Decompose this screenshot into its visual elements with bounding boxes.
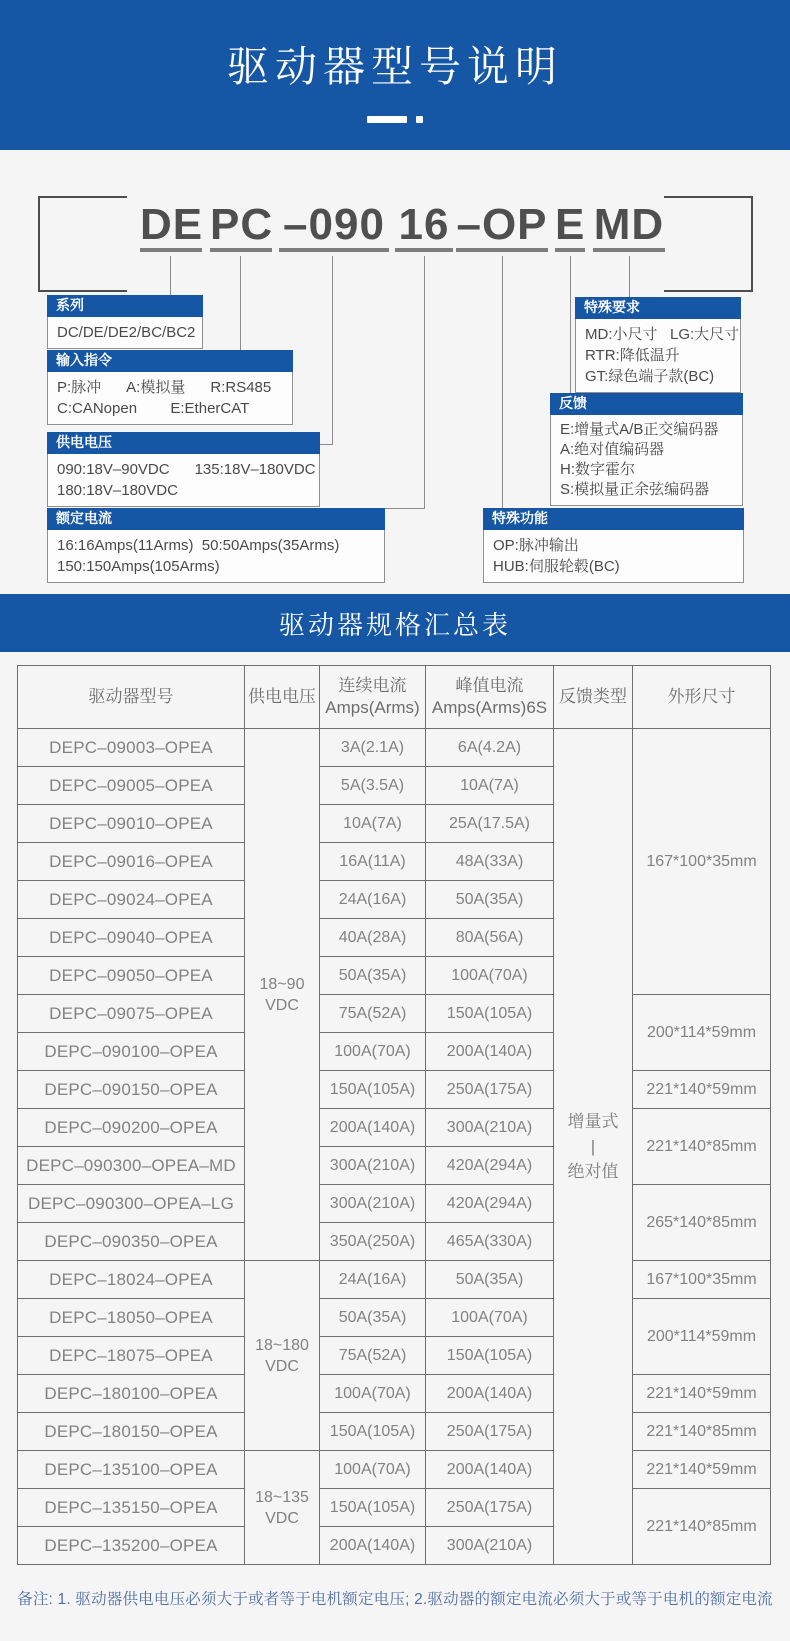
cell-peak-current: 200A(140A): [426, 1033, 554, 1071]
cell-continuous-current: 100A(70A): [320, 1033, 426, 1071]
title-underline-deco: [367, 116, 423, 123]
text-line: HUB:伺服轮毂(BC): [493, 558, 620, 575]
model-segment-function: –OP: [456, 200, 548, 252]
cell-continuous-current: 150A(105A): [320, 1071, 426, 1109]
table-row: [18, 1375, 771, 1413]
text-line: A:绝对值编码器: [560, 441, 665, 458]
text-line: 180:18V–180VDC: [57, 482, 178, 499]
model-segment-feedback: E: [555, 200, 585, 252]
cell-continuous-current: 150A(105A): [320, 1489, 426, 1527]
cell-continuous-current: 350A(250A): [320, 1223, 426, 1261]
cell-peak-current: 300A(210A): [426, 1109, 554, 1147]
connector-line: [424, 256, 425, 508]
callout-special-function-body: [483, 530, 744, 583]
page-title: 驱动器型号说明: [226, 42, 563, 90]
text-line: 增量式: [567, 1112, 619, 1131]
cell-dimension: 221*140*85mm: [633, 1489, 771, 1565]
model-segment-current: 16: [395, 200, 453, 252]
col-header-voltage: [245, 666, 320, 729]
callout-special-requirement-body: [575, 319, 741, 393]
cell-peak-current: 420A(294A): [426, 1147, 554, 1185]
callout-feedback: [550, 393, 743, 506]
table-row: [18, 1109, 771, 1147]
cell-dimension: 221*140*85mm: [633, 1413, 771, 1451]
text-line: 峰值电流: [455, 676, 524, 695]
cell-continuous-current: 16A(11A): [320, 843, 426, 881]
cell-voltage: [245, 1261, 320, 1451]
callout-input-command-body: [47, 372, 293, 425]
cell-peak-current: 48A(33A): [426, 843, 554, 881]
spec-table-section: [0, 652, 790, 1565]
col-header-continuous: [320, 666, 426, 729]
col-header-feedback: [554, 666, 633, 729]
model-segment-series: DE: [140, 200, 202, 252]
cell-model: DEPC–09010–OPEA: [18, 805, 245, 843]
connector-line: [629, 256, 630, 297]
cell-dimension: 200*114*59mm: [633, 1299, 771, 1375]
cell-model: DEPC–090300–OPEA–LG: [18, 1185, 245, 1223]
cell-dimension: 265*140*85mm: [633, 1185, 771, 1261]
left-bracket-decoration: [38, 196, 127, 292]
cell-peak-current: 250A(175A): [426, 1413, 554, 1451]
cell-peak-current: 420A(294A): [426, 1185, 554, 1223]
cell-peak-current: 100A(70A): [426, 1299, 554, 1337]
table-row: [18, 1451, 771, 1489]
table-row: [18, 1413, 771, 1451]
connector-line: [240, 256, 241, 350]
cell-continuous-current: 100A(70A): [320, 1375, 426, 1413]
cell-model: DEPC–09005–OPEA: [18, 767, 245, 805]
cell-model: DEPC–090200–OPEA: [18, 1109, 245, 1147]
text-line: 150:150Amps(105Arms): [57, 558, 220, 575]
connector-line: [570, 256, 571, 393]
col-header-dimension: [633, 666, 771, 729]
text-line: 连续电流: [338, 676, 407, 695]
cell-peak-current: 10A(7A): [426, 767, 554, 805]
table-row: [18, 729, 771, 767]
cell-continuous-current: 200A(140A): [320, 1527, 426, 1565]
spec-table-banner: [0, 594, 790, 652]
cell-continuous-current: 200A(140A): [320, 1109, 426, 1147]
text-line: E:增量式A/B正交编码器: [560, 421, 719, 438]
connector-line: [170, 256, 171, 295]
spec-table: [17, 665, 771, 1565]
text-line: DC/DE/DE2/BC/BC2: [57, 324, 196, 341]
callout-feedback-title: 反馈: [550, 393, 743, 415]
text-line: P:脉冲 A:模拟量 R:RS485: [57, 379, 272, 396]
text-line: Amps(Arms): [325, 698, 420, 717]
cell-model: DEPC–090300–OPEA–MD: [18, 1147, 245, 1185]
callout-input-command: [47, 350, 293, 425]
cell-peak-current: 200A(140A): [426, 1375, 554, 1413]
cell-voltage: [245, 1451, 320, 1565]
cell-continuous-current: 50A(35A): [320, 957, 426, 995]
cell-model: DEPC–180150–OPEA: [18, 1413, 245, 1451]
cell-peak-current: 50A(35A): [426, 881, 554, 919]
cell-model: DEPC–09050–OPEA: [18, 957, 245, 995]
text-line: C:CANopen E:EtherCAT: [57, 400, 250, 417]
cell-peak-current: 150A(105A): [426, 995, 554, 1033]
cell-model: DEPC–09016–OPEA: [18, 843, 245, 881]
cell-model: DEPC–18075–OPEA: [18, 1337, 245, 1375]
text-line: 18~90: [259, 975, 305, 993]
dash-decoration: [367, 116, 407, 123]
callout-series: [47, 295, 203, 349]
cell-dimension: 221*140*59mm: [633, 1451, 771, 1489]
cell-continuous-current: 24A(16A): [320, 1261, 426, 1299]
cell-peak-current: 25A(17.5A): [426, 805, 554, 843]
cell-model: DEPC–090100–OPEA: [18, 1033, 245, 1071]
cell-model: DEPC–09040–OPEA: [18, 919, 245, 957]
callout-feedback-body: [550, 415, 743, 506]
cell-model: DEPC–09003–OPEA: [18, 729, 245, 767]
cell-continuous-current: 3A(2.1A): [320, 729, 426, 767]
table-row: [18, 995, 771, 1033]
table-row: [18, 1261, 771, 1299]
cell-model: DEPC–180100–OPEA: [18, 1375, 245, 1413]
cell-continuous-current: 150A(105A): [320, 1413, 426, 1451]
text-line: 090:18V–90VDC 135:18V–180VDC: [57, 461, 316, 478]
callout-supply-voltage: [47, 432, 320, 507]
cell-peak-current: 6A(4.2A): [426, 729, 554, 767]
callout-input-command-title: 输入指令: [47, 350, 293, 372]
cell-continuous-current: 5A(3.5A): [320, 767, 426, 805]
callout-special-requirement: [575, 297, 741, 393]
text-line: 供电电压: [248, 687, 316, 706]
cell-feedback-type: [554, 729, 633, 1565]
cell-dimension: 221*140*59mm: [633, 1071, 771, 1109]
cell-model: DEPC–18024–OPEA: [18, 1261, 245, 1299]
text-line: VDC: [265, 996, 299, 1014]
cell-continuous-current: 40A(28A): [320, 919, 426, 957]
cell-peak-current: 150A(105A): [426, 1337, 554, 1375]
spec-table-title: 驱动器规格汇总表: [278, 609, 511, 640]
cell-model: DEPC–135200–OPEA: [18, 1527, 245, 1565]
cell-peak-current: 465A(330A): [426, 1223, 554, 1261]
text-line: RTR:降低温升: [585, 347, 680, 364]
text-line: 驱动器型号: [88, 687, 174, 706]
col-header-peak: [426, 666, 554, 729]
text-line: 18~180: [255, 1336, 309, 1354]
text-line: H:数字霍尔: [560, 461, 636, 478]
callout-special-requirement-title: 特殊要求: [575, 297, 741, 319]
callout-rated-current-body: [47, 530, 385, 583]
text-line: Amps(Arms)6S: [431, 698, 548, 717]
text-line: 16:16Amps(11Arms) 50:50Amps(35Arms): [57, 537, 340, 554]
table-header-row: [18, 666, 771, 729]
table-row: [18, 1489, 771, 1527]
text-line: |: [590, 1137, 596, 1156]
cell-peak-current: 80A(56A): [426, 919, 554, 957]
cell-continuous-current: 24A(16A): [320, 881, 426, 919]
cell-peak-current: 200A(140A): [426, 1451, 554, 1489]
callout-series-body: [47, 317, 203, 349]
text-line: MD:小尺寸 LG:大尺寸: [585, 326, 740, 343]
callout-special-function: [483, 508, 744, 583]
text-line: S:模拟量正余弦编码器: [560, 481, 710, 498]
text-line: 绝对值: [567, 1162, 619, 1181]
connector-line: [385, 508, 425, 509]
table-row: [18, 1185, 771, 1223]
text-line: 外形尺寸: [667, 687, 736, 706]
cell-continuous-current: 50A(35A): [320, 1299, 426, 1337]
cell-continuous-current: 75A(52A): [320, 1337, 426, 1375]
cell-model: DEPC–09024–OPEA: [18, 881, 245, 919]
cell-model: DEPC–090150–OPEA: [18, 1071, 245, 1109]
model-number-diagram: [0, 150, 790, 594]
cell-continuous-current: 300A(210A): [320, 1147, 426, 1185]
text-line: GT:绿色端子款(BC): [585, 368, 715, 385]
cell-dimension: 167*100*35mm: [633, 1261, 771, 1299]
callout-series-title: 系列: [47, 295, 203, 317]
connector-line: [502, 256, 503, 508]
cell-model: DEPC–18050–OPEA: [18, 1299, 245, 1337]
model-segment-special: MD: [593, 200, 665, 252]
text-line: OP:脉冲输出: [493, 537, 579, 554]
footnote: 备注: 1. 驱动器供电电压必须大于或者等于电机额定电压; 2.驱动器的额定电流必须大于或等于电机的额定电流: [17, 1591, 773, 1608]
cell-peak-current: 50A(35A): [426, 1261, 554, 1299]
dot-decoration: [416, 116, 423, 123]
cell-continuous-current: 75A(52A): [320, 995, 426, 1033]
connector-line: [320, 444, 333, 445]
cell-model: DEPC–09075–OPEA: [18, 995, 245, 1033]
cell-peak-current: 250A(175A): [426, 1071, 554, 1109]
cell-continuous-current: 300A(210A): [320, 1185, 426, 1223]
callout-rated-current: [47, 508, 385, 583]
callout-rated-current-title: 额定电流: [47, 508, 385, 530]
connector-line: [332, 256, 333, 445]
cell-peak-current: 100A(70A): [426, 957, 554, 995]
text-line: 反馈类型: [559, 687, 627, 706]
callout-supply-voltage-title: 供电电压: [47, 432, 320, 454]
right-bracket-decoration: [664, 196, 753, 292]
cell-peak-current: 250A(175A): [426, 1489, 554, 1527]
table-row: [18, 1299, 771, 1337]
spec-table-body: [18, 729, 771, 1565]
cell-continuous-current: 100A(70A): [320, 1451, 426, 1489]
text-line: VDC: [265, 1509, 299, 1527]
model-segment-input: PC: [210, 200, 272, 252]
cell-model: DEPC–090350–OPEA: [18, 1223, 245, 1261]
callout-special-function-title: 特殊功能: [483, 508, 744, 530]
callout-supply-voltage-body: [47, 454, 320, 507]
title-banner: [0, 0, 790, 150]
col-header-model: [18, 666, 245, 729]
table-row: [18, 1071, 771, 1109]
cell-dimension: 221*140*59mm: [633, 1375, 771, 1413]
cell-model: DEPC–135150–OPEA: [18, 1489, 245, 1527]
cell-dimension: 167*100*35mm: [633, 729, 771, 995]
model-segment-voltage: –090: [279, 200, 389, 252]
cell-voltage: [245, 729, 320, 1261]
cell-dimension: 200*114*59mm: [633, 995, 771, 1071]
text-line: VDC: [265, 1357, 299, 1375]
text-line: 18~135: [255, 1488, 309, 1506]
cell-peak-current: 300A(210A): [426, 1527, 554, 1565]
cell-continuous-current: 10A(7A): [320, 805, 426, 843]
cell-dimension: 221*140*85mm: [633, 1109, 771, 1185]
cell-model: DEPC–135100–OPEA: [18, 1451, 245, 1489]
